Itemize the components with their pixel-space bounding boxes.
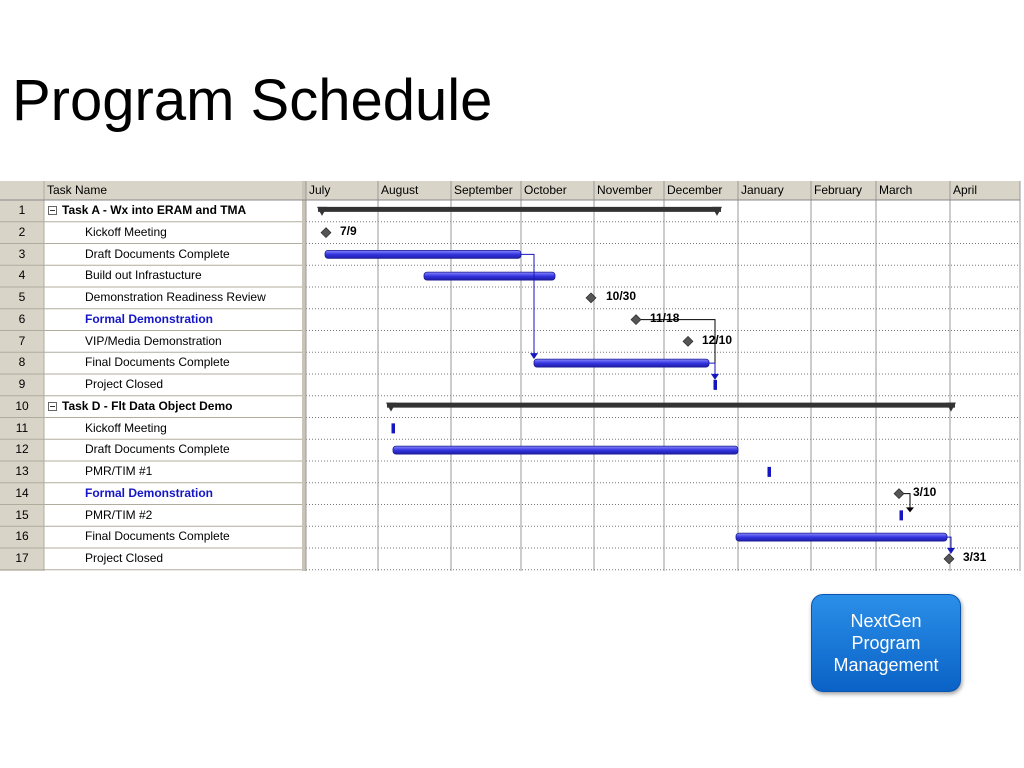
bar-build-infrastructure xyxy=(424,272,555,280)
milestone-label-kickoff-a: 7/9 xyxy=(340,223,357,238)
row-number: 13 xyxy=(15,464,29,478)
bar-draft-documents-a xyxy=(325,250,521,258)
task-name-header: Task Name xyxy=(47,183,108,197)
month-january: January xyxy=(741,183,784,197)
task-name[interactable]: Draft Documents Complete xyxy=(85,442,230,457)
month-august: August xyxy=(381,183,419,197)
month-march: March xyxy=(879,183,913,197)
row-number: 8 xyxy=(18,355,26,370)
summary-bar-task-a xyxy=(318,207,721,212)
month-december: December xyxy=(667,183,723,197)
month-february: February xyxy=(814,183,863,197)
tick-kickoff-d xyxy=(392,423,396,433)
task-name[interactable]: Project Closed xyxy=(85,377,164,391)
row-number: 14 xyxy=(15,485,29,500)
row-number: 2 xyxy=(18,224,26,239)
task-name[interactable]: Formal Demonstration xyxy=(85,485,214,500)
gantt-chart xyxy=(0,181,1022,571)
milestone-label-formal-demo-a: 11/18 xyxy=(650,310,680,325)
milestone-label-vip-demo: 12/10 xyxy=(702,332,733,347)
collapse-toggle-icon[interactable] xyxy=(48,402,57,411)
task-name[interactable]: Project Closed xyxy=(85,551,164,565)
row-number: 6 xyxy=(18,311,26,326)
row-number: 5 xyxy=(18,290,26,304)
bar-final-documents-a xyxy=(534,359,709,367)
row-number: 4 xyxy=(18,268,26,283)
month-october: October xyxy=(524,183,567,197)
month-september: September xyxy=(454,183,513,197)
milestone-label-closed-d: 3/31 xyxy=(963,550,987,564)
task-name[interactable]: Kickoff Meeting xyxy=(85,420,167,435)
milestone-label-readiness-review: 10/30 xyxy=(606,289,637,303)
tick-pmr-tim-2 xyxy=(900,510,904,520)
tick-project-closed-a xyxy=(714,380,718,390)
summary-task-name[interactable]: Task A - Wx into ERAM and TMA xyxy=(62,203,247,217)
task-name[interactable]: Build out Infrastucture xyxy=(85,268,202,283)
row-number: 15 xyxy=(15,507,29,522)
splitter-bar xyxy=(302,181,306,571)
nextgen-badge xyxy=(811,594,961,692)
bar-draft-documents-d xyxy=(393,446,738,454)
row-number: 17 xyxy=(15,551,29,565)
summary-bar-task-d xyxy=(387,403,955,408)
task-name[interactable]: Final Documents Complete xyxy=(85,529,230,544)
task-name[interactable]: Kickoff Meeting xyxy=(85,224,167,239)
task-name[interactable]: PMR/TIM #2 xyxy=(85,507,153,522)
task-name[interactable]: Demonstration Readiness Review xyxy=(85,290,266,304)
milestone-label-formal-demo-d: 3/10 xyxy=(913,484,937,499)
month-july: July xyxy=(309,183,331,197)
slide-title: Program Schedule xyxy=(12,68,493,133)
task-name[interactable]: PMR/TIM #1 xyxy=(85,464,153,478)
tick-pmr-tim-1 xyxy=(768,467,772,477)
row-number: 10 xyxy=(15,398,29,413)
bar-final-documents-d xyxy=(736,533,947,541)
collapse-toggle-icon[interactable] xyxy=(48,206,57,215)
row-number: 11 xyxy=(15,420,29,435)
row-number: 9 xyxy=(18,377,26,391)
row-number: 12 xyxy=(15,442,29,457)
task-name[interactable]: Final Documents Complete xyxy=(85,355,230,370)
row-number: 3 xyxy=(18,246,26,261)
row-number: 7 xyxy=(18,333,26,348)
row-number: 1 xyxy=(18,203,26,217)
task-name[interactable]: Draft Documents Complete xyxy=(85,246,230,261)
summary-task-name[interactable]: Task D - Flt Data Object Demo xyxy=(62,398,233,413)
row-number: 16 xyxy=(15,529,29,544)
task-name[interactable]: VIP/Media Demonstration xyxy=(85,333,222,348)
badge-text: NextGen Program Management xyxy=(833,611,939,675)
task-name[interactable]: Formal Demonstration xyxy=(85,311,214,326)
month-april: April xyxy=(953,183,978,197)
month-november: November xyxy=(597,183,653,197)
